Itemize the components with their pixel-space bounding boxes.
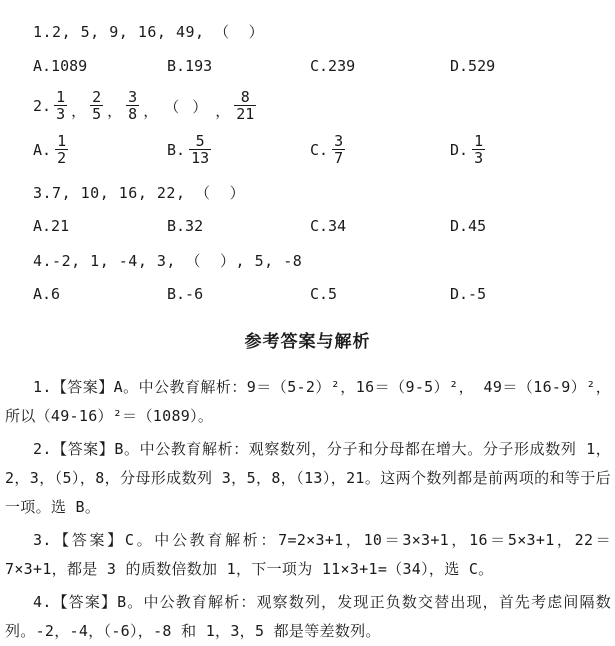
question-1-option-d: D.529 <box>450 57 496 75</box>
answer-1-explanation: 1.【答案】A。中公教育解析：9＝（5-2）²，16＝（9-5）²， 49＝（16-9）²， 所以（49-16）²＝（1089）。 <box>5 378 611 425</box>
fraction-numerator: 3 <box>334 132 344 150</box>
separator-comma: ， <box>71 102 87 120</box>
answer-4-explanation: 4.【答案】B。中公教育解析：观察数列，发现正负数交替出现，首先考虑间隔数列。-2，-4，（-6），-8 和 1，3，5 都是等差数列。 <box>5 593 611 640</box>
fraction-numerator: 1 <box>474 132 484 150</box>
fraction-numerator: 5 <box>195 132 205 150</box>
fraction-numerator: 1 <box>57 132 67 150</box>
fraction-denominator: 2 <box>57 149 67 167</box>
fraction-denominator: 3 <box>56 105 66 123</box>
separator-comma: ， <box>143 102 159 120</box>
question-2-option-b <box>167 133 310 167</box>
question-2-number: 2. <box>33 97 52 115</box>
question-2-options <box>0 133 615 167</box>
fraction-denominator: 5 <box>92 105 102 123</box>
question-3-option-d: D.45 <box>450 217 487 235</box>
fraction-denominator: 13 <box>191 149 210 167</box>
fraction-denominator: 21 <box>236 105 255 123</box>
answer-3-explanation: 3.【答案】C。中公教育解析：7=2×3+1，10＝3×3+1，16＝5×3+1，22＝7×3+1，都是 3 的质数倍数加 1，下一项为 11×3+1=（34），选 C。 <box>5 531 611 578</box>
option-label: D. <box>450 141 469 159</box>
question-1-option-b: B.193 <box>167 57 213 75</box>
question-2-option-d <box>450 133 615 167</box>
fraction-3-8 <box>126 89 139 123</box>
fraction-5-13 <box>189 133 211 167</box>
question-2-stem <box>0 89 615 123</box>
question-1-stem: 1.2, 5, 9, 16, 49, （ ） <box>33 23 265 41</box>
fraction-numerator: 1 <box>56 88 66 106</box>
answer-2-explanation: 2.【答案】B。中公教育解析：观察数列，分子和分母都在增大。分子形成数列 1，2，3，（5），8，分母形成数列 3，5，8，（13），21。这两个数列都是前两项的和等于后一项。选 B。 <box>5 440 611 516</box>
question-4-options <box>0 284 615 304</box>
question-3-option-c: C.34 <box>310 217 347 235</box>
question-1-options <box>0 56 615 76</box>
fraction-2-5 <box>90 89 103 123</box>
fraction-denominator: 8 <box>128 105 138 123</box>
question-2-option-a <box>33 133 167 167</box>
option-label: A. <box>33 141 52 159</box>
question-4-option-a: A.6 <box>33 285 61 303</box>
fraction-1-3 <box>54 89 67 123</box>
fraction-8-21 <box>234 89 256 123</box>
question-4-stem: 4.-2, 1, -4, 3, （ ）, 5, -8 <box>33 252 303 270</box>
option-label: C. <box>310 141 329 159</box>
option-label: B. <box>167 141 186 159</box>
separator-comma: ， <box>215 102 231 120</box>
fraction-3-7 <box>332 133 345 167</box>
question-3-option-b: B.32 <box>167 217 204 235</box>
question-4-option-c: C.5 <box>310 285 338 303</box>
fraction-numerator: 2 <box>92 88 102 106</box>
fraction-1-2 <box>55 133 68 167</box>
fraction-denominator: 3 <box>474 149 484 167</box>
question-3-options <box>0 216 615 236</box>
question-4-option-d: D.-5 <box>450 285 487 303</box>
question-4-option-b: B.-6 <box>167 285 204 303</box>
question-3-stem: 3.7, 10, 16, 22, （ ） <box>33 184 246 202</box>
answers-section <box>0 373 615 646</box>
fraction-1-3 <box>472 133 485 167</box>
fraction-numerator: 8 <box>240 88 250 106</box>
fraction-numerator: 3 <box>128 88 138 106</box>
answers-heading: 参考答案与解析 <box>244 332 371 352</box>
blank-parentheses: （ ） <box>164 97 210 116</box>
fraction-denominator: 7 <box>334 149 344 167</box>
question-1-option-c: C.239 <box>310 57 356 75</box>
question-2-option-c <box>310 133 450 167</box>
separator-comma: ， <box>107 102 123 120</box>
question-3-option-a: A.21 <box>33 217 70 235</box>
question-1-option-a: A.1089 <box>33 57 88 75</box>
